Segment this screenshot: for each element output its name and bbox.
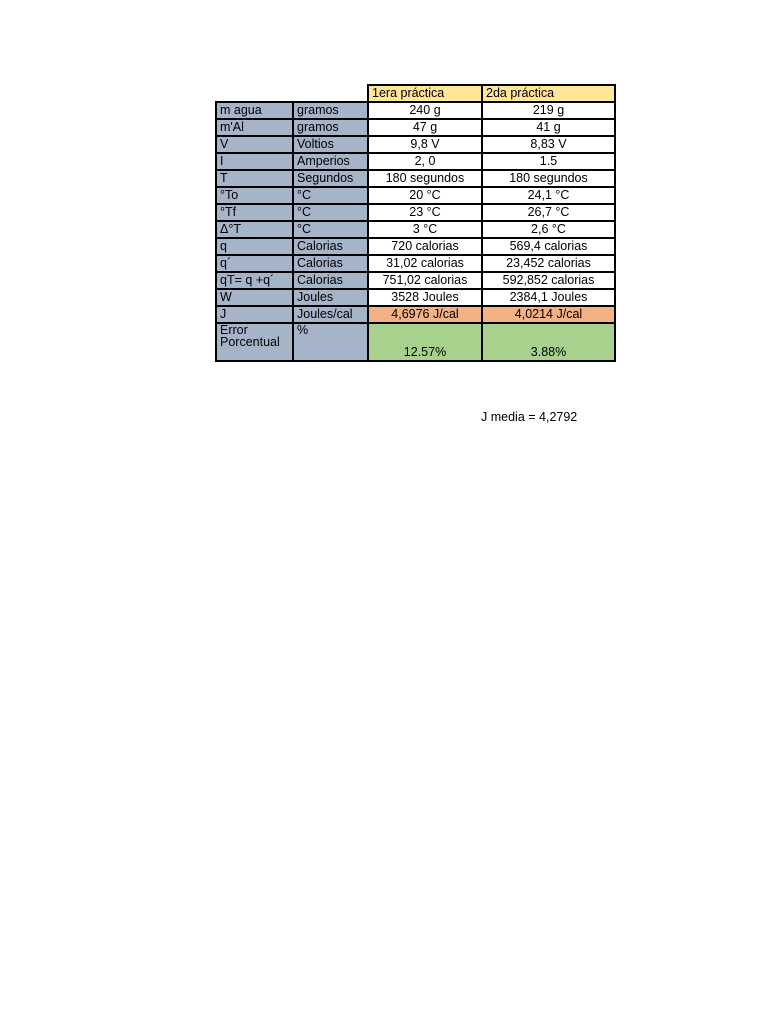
- j-value-practice-1[interactable]: 4,6976 J/cal: [368, 306, 482, 323]
- value-practice-1[interactable]: 20 °C: [368, 187, 482, 204]
- row-unit[interactable]: °C: [293, 204, 368, 221]
- j-value-practice-2[interactable]: 4,0214 J/cal: [482, 306, 615, 323]
- value-practice-2[interactable]: 219 g: [482, 102, 615, 119]
- value-practice-1[interactable]: 3528 Joules: [368, 289, 482, 306]
- value-practice-2[interactable]: 2,6 °C: [482, 221, 615, 238]
- row-label[interactable]: J: [216, 306, 293, 323]
- value-practice-2[interactable]: 26,7 °C: [482, 204, 615, 221]
- results-table: [215, 84, 616, 362]
- row-unit[interactable]: Calorias: [293, 255, 368, 272]
- row-unit[interactable]: gramos: [293, 119, 368, 136]
- value-practice-2[interactable]: 180 segundos: [482, 170, 615, 187]
- table-row: [216, 238, 615, 255]
- value-practice-1[interactable]: 3 °C: [368, 221, 482, 238]
- table-row: [216, 136, 615, 153]
- row-unit[interactable]: °C: [293, 221, 368, 238]
- row-unit[interactable]: %: [293, 323, 368, 361]
- row-label[interactable]: qT= q +q´: [216, 272, 293, 289]
- value-practice-2[interactable]: 23,452 calorias: [482, 255, 615, 272]
- spreadsheet-table-container: [215, 84, 616, 362]
- row-label[interactable]: q´: [216, 255, 293, 272]
- row-unit[interactable]: gramos: [293, 102, 368, 119]
- value-practice-1[interactable]: 180 segundos: [368, 170, 482, 187]
- row-unit[interactable]: Voltios: [293, 136, 368, 153]
- table-row: [216, 289, 615, 306]
- error-value-practice-1[interactable]: 12.57%: [368, 323, 482, 361]
- value-practice-2[interactable]: 592,852 calorias: [482, 272, 615, 289]
- value-practice-2[interactable]: 24,1 °C: [482, 187, 615, 204]
- value-practice-2[interactable]: 2384,1 Joules: [482, 289, 615, 306]
- row-label[interactable]: m agua: [216, 102, 293, 119]
- table-row: [216, 170, 615, 187]
- error-value-practice-2[interactable]: 3.88%: [482, 323, 615, 361]
- table-row: [216, 221, 615, 238]
- value-practice-1[interactable]: 9,8 V: [368, 136, 482, 153]
- row-label[interactable]: T: [216, 170, 293, 187]
- row-label[interactable]: V: [216, 136, 293, 153]
- j-media-label[interactable]: J media = 4,2792: [481, 410, 578, 424]
- header-practice-1[interactable]: 1era práctica: [368, 85, 482, 102]
- row-unit[interactable]: °C: [293, 187, 368, 204]
- header-practice-2[interactable]: 2da práctica: [482, 85, 615, 102]
- table-row: [216, 153, 615, 170]
- table-row: [216, 272, 615, 289]
- row-label[interactable]: °To: [216, 187, 293, 204]
- row-label[interactable]: °Tf: [216, 204, 293, 221]
- row-label[interactable]: Δ°T: [216, 221, 293, 238]
- empty-cell: [216, 85, 293, 102]
- row-label[interactable]: Error Porcentual: [216, 323, 293, 361]
- value-practice-1[interactable]: 240 g: [368, 102, 482, 119]
- row-unit[interactable]: Segundos: [293, 170, 368, 187]
- table-row: [216, 255, 615, 272]
- value-practice-2[interactable]: 8,83 V: [482, 136, 615, 153]
- row-label[interactable]: I: [216, 153, 293, 170]
- value-practice-1[interactable]: 751,02 calorias: [368, 272, 482, 289]
- value-practice-1[interactable]: 31,02 calorias: [368, 255, 482, 272]
- value-practice-1[interactable]: 47 g: [368, 119, 482, 136]
- table-row-error: [216, 323, 615, 361]
- value-practice-1[interactable]: 2, 0: [368, 153, 482, 170]
- row-unit[interactable]: Calorias: [293, 272, 368, 289]
- value-practice-1[interactable]: 23 °C: [368, 204, 482, 221]
- table-row: [216, 102, 615, 119]
- header-row: [216, 85, 615, 102]
- table-row-j: [216, 306, 615, 323]
- row-unit[interactable]: Joules/cal: [293, 306, 368, 323]
- empty-cell: [293, 85, 368, 102]
- row-unit[interactable]: Joules: [293, 289, 368, 306]
- row-label[interactable]: q: [216, 238, 293, 255]
- value-practice-2[interactable]: 569,4 calorias: [482, 238, 615, 255]
- table-row: [216, 204, 615, 221]
- row-label[interactable]: W: [216, 289, 293, 306]
- row-unit[interactable]: Calorias: [293, 238, 368, 255]
- table-row: [216, 119, 615, 136]
- value-practice-2[interactable]: 1.5: [482, 153, 615, 170]
- row-label[interactable]: m'Al: [216, 119, 293, 136]
- value-practice-2[interactable]: 41 g: [482, 119, 615, 136]
- row-unit[interactable]: Amperios: [293, 153, 368, 170]
- table-row: [216, 187, 615, 204]
- value-practice-1[interactable]: 720 calorias: [368, 238, 482, 255]
